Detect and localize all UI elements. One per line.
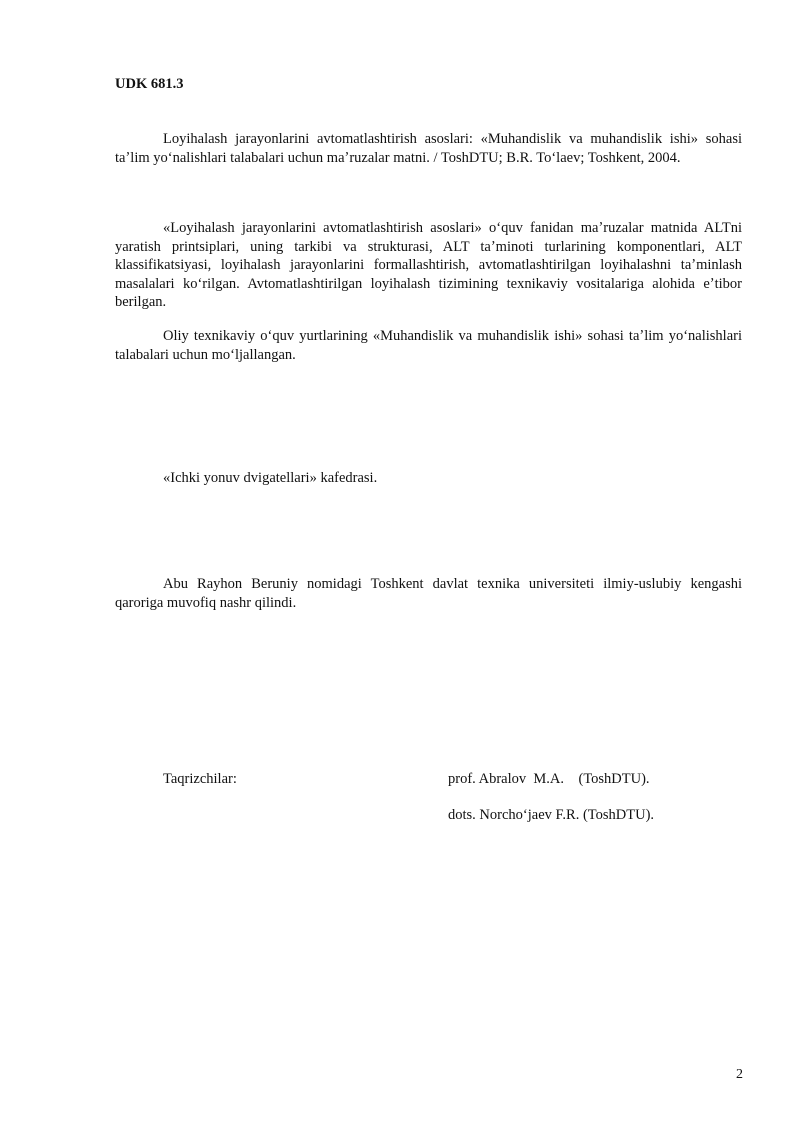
- page-number: 2: [736, 1067, 743, 1082]
- abstract-paragraph: «Loyihalash jarayonlarini avtomatlashtirish asoslari» oʻquv fanidan maʼruzalar matnida ALTni yaratish printsiplari, uning tarkibi va strukturasi, ALT taʼminoti turlarining komponentlari, ALT klassifikatsiyasi, loyihalash jarayonlarini formallashtirish, avtomatlashtirilgan loyihalashni taʼminlash masalalari koʻrilgan. Avtomatlashtirilgan loyihalash tizimining texnikaviy vositalariga alohida eʼtibor berilgan.: [115, 220, 742, 310]
- department-paragraph: «Ichki yonuv dvigatellari» kafedrasi.: [163, 470, 378, 486]
- reviewer-entry: dots. Norchoʻjaev F.R. (ToshDTU).: [448, 807, 655, 823]
- audience-paragraph: Oliy texnikaviy oʻquv yurtlarining «Muhandislik va muhandislik ishi» sohasi taʼlim yoʻnalishlari talabalari uchun moʻljallangan.: [115, 328, 742, 363]
- udk-code: UDK 681.3: [115, 76, 184, 92]
- reviewer-entry: prof. Abralov M.A. (ToshDTU).: [448, 771, 650, 787]
- bibliographic-note: Loyihalash jarayonlarini avtomatlashtirish asoslari: «Muhandislik va muhandislik ishi» sohasi taʼlim yoʻnalishlari talabalari uchun maʼruzalar matni. / ToshDTU; B.R. Toʻlaev; Toshkent, 2004.: [115, 131, 742, 166]
- reviewers-label: Taqrizchilar:: [163, 771, 237, 787]
- approval-paragraph: Abu Rayhon Beruniy nomidagi Toshkent davlat texnika universiteti ilmiy-uslubiy kengashi qaroriga muvofiq nashr qilindi.: [115, 576, 742, 611]
